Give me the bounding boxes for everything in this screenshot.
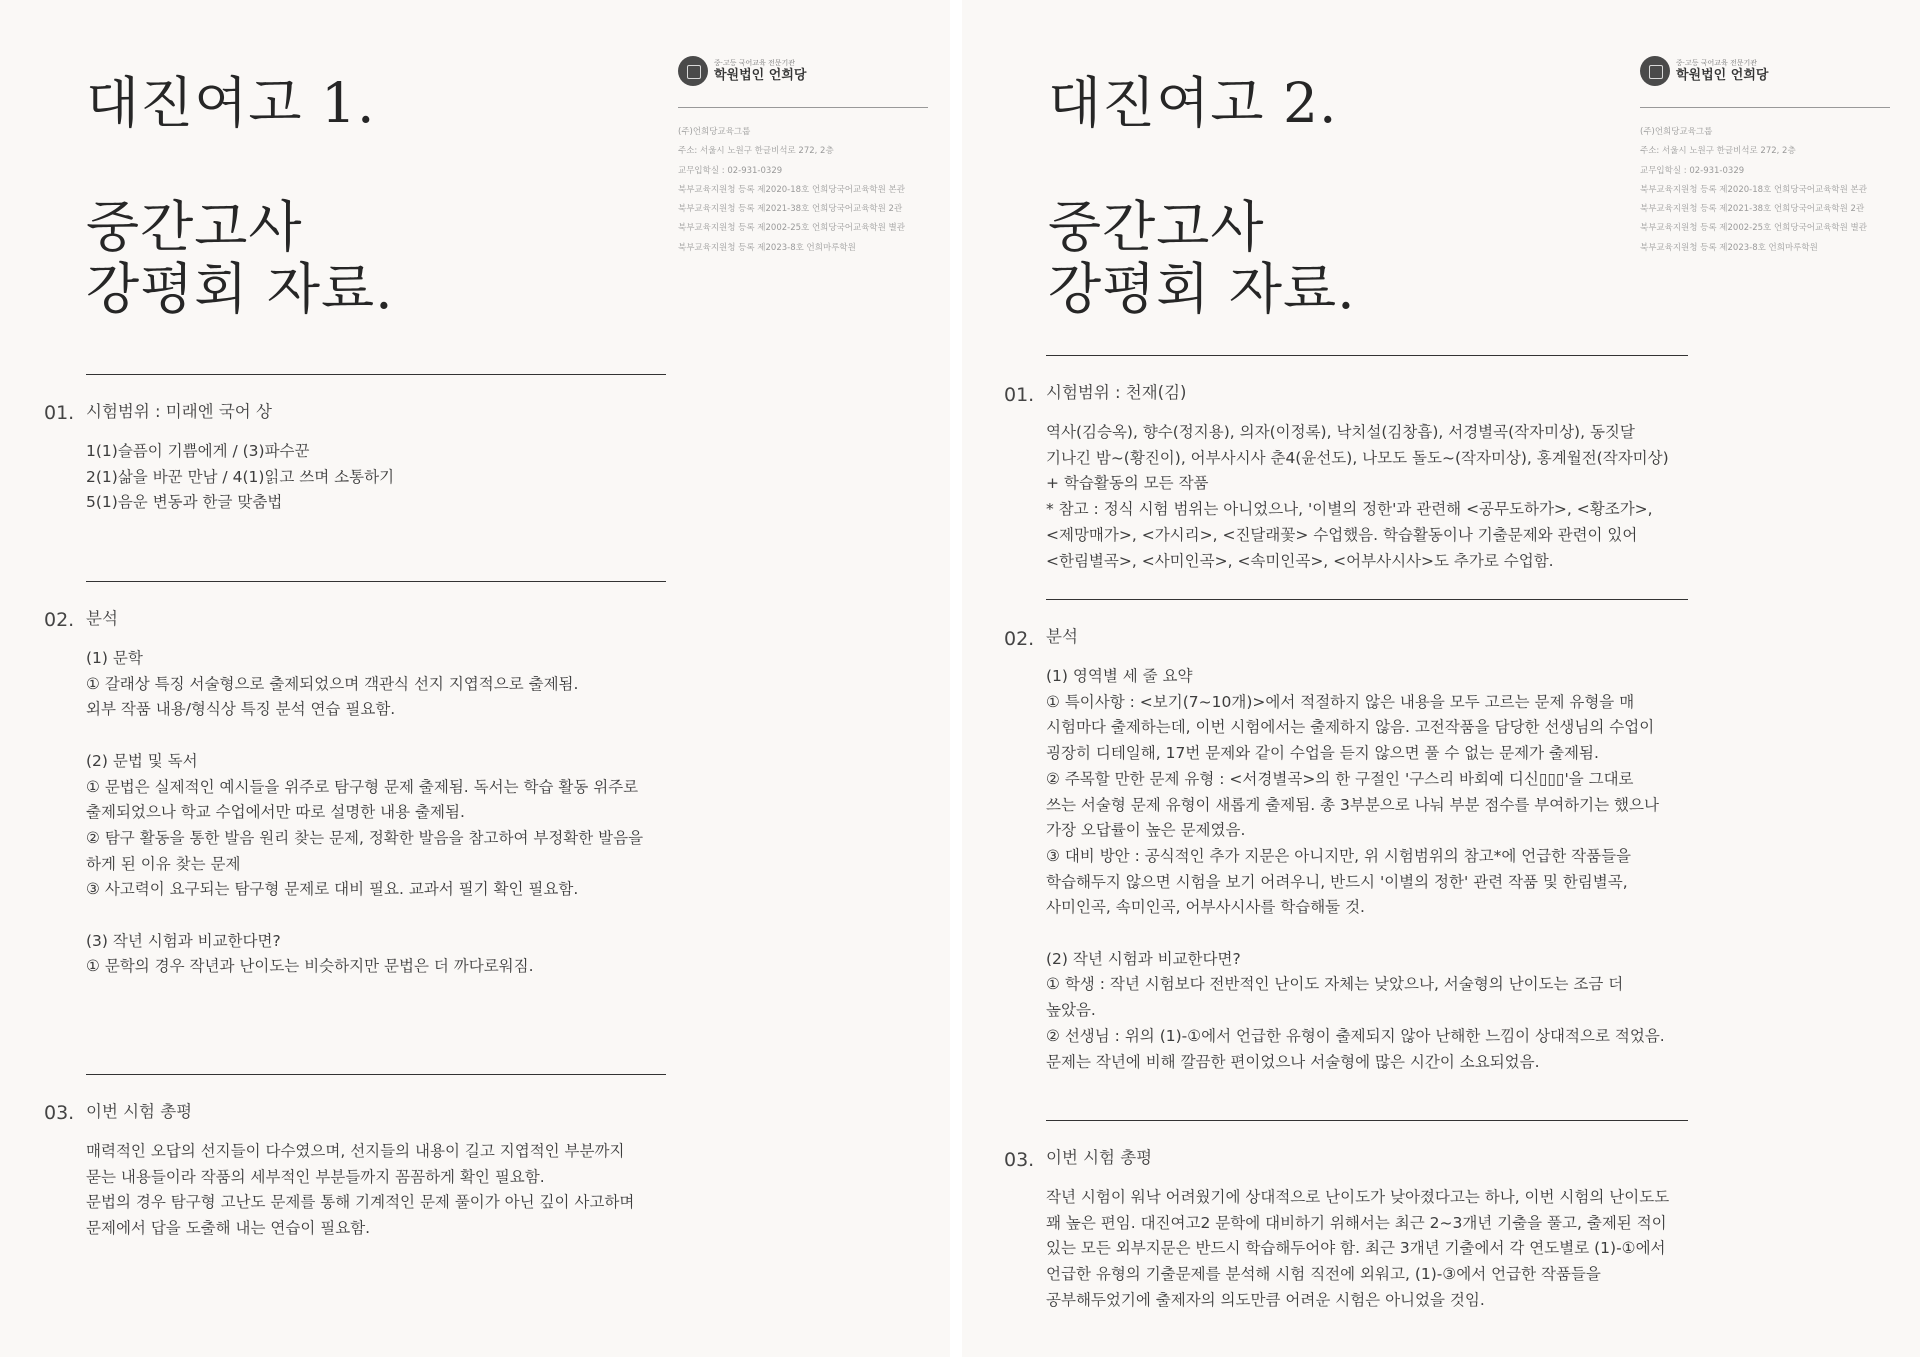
section-divider — [86, 374, 666, 375]
body-line: 역사(김승옥), 향수(정지용), 의자(이정록), 낙치설(김창흡), 서경별곡(작자미상), 동짓달 — [1046, 423, 1635, 441]
body-line: * 참고 : 정식 시험 범위는 아니었으나, '이별의 정한'과 관련해 <공무도하가>, <황조가>, — [1046, 500, 1653, 519]
section-number: 02. — [44, 609, 75, 631]
info-block — [678, 123, 905, 258]
logo — [1640, 56, 1768, 86]
section-title: 분석 — [1046, 627, 1078, 646]
body-line: 문제는 작년에 비해 깔끔한 편이었으나 서술형에 많은 시간이 소요되었음. — [1046, 1052, 1540, 1071]
section-body — [1046, 1185, 1669, 1314]
section-title: 시험범위 : 천재(김) — [1046, 383, 1187, 402]
body-line: ② 선생님 : 위의 (1)-①에서 언급한 유형이 출제되지 않아 난해한 느낌이 상대적으로 적었음. — [1046, 1026, 1665, 1045]
title-line-2 — [1048, 134, 1356, 196]
body-line: 문법의 경우 탐구형 고난도 문제를 통해 기계적인 문제 풀이가 아닌 깊이 사고하며 — [86, 1193, 635, 1212]
body-line: 2(1)삶을 바꾼 만남 / 4(1)읽고 쓰며 소통하기 — [86, 467, 395, 486]
section-number: 03. — [1004, 1149, 1035, 1171]
info-line: 주소: 서울시 노원구 한글비석로 272, 2층 — [678, 146, 834, 157]
logo-emblem-icon — [1640, 56, 1670, 86]
section-title: 이번 시험 총평 — [86, 1102, 193, 1121]
info-line: 주소: 서울시 노원구 한글비석로 272, 2층 — [1640, 146, 1796, 157]
info-line: 북부교육지원청 등록 제2002-25호 언희당국어교육학원 별관 — [1640, 223, 1867, 234]
logo — [678, 56, 806, 86]
info-line: 북부교육지원청 등록 제2002-25호 언희당국어교육학원 별관 — [678, 223, 905, 234]
info-line: 교무입학실 : 02-931-0329 — [1640, 165, 1745, 176]
info-line: 교무입학실 : 02-931-0329 — [678, 165, 783, 176]
body-line: 작년 시험이 워낙 어려웠기에 상대적으로 난이도가 낮아졌다고는 하나, 이번 시험의 난이도도 — [1046, 1188, 1670, 1206]
body-line: <제망매가>, <가시리>, <진달래꽃> 수업했음. 학습활동이나 기출문제와 관련이 있어 — [1046, 525, 1638, 544]
page-2 — [962, 0, 1920, 1357]
section-number: 03. — [44, 1102, 75, 1124]
page-title — [1048, 72, 1356, 320]
section-title: 시험범위 : 미래엔 국어 상 — [86, 402, 272, 421]
body-line: 굉장히 디테일해, 17번 문제와 같이 수업을 듣지 않으면 풀 수 없는 문제가 출제됨. — [1046, 744, 1599, 763]
page-title — [86, 72, 394, 320]
body-line: (2) 작년 시험과 비교한다면? — [1046, 949, 1241, 968]
logo-name: 학원법인 언희당 — [1676, 68, 1769, 83]
info-line: (주)언희당교육그룹 — [1640, 127, 1713, 137]
body-line: 학습해두지 않으면 시험을 보기 어려우니, 반드시 '이별의 정한' 관련 작품 및 한림별곡, — [1046, 872, 1628, 891]
body-line: 쓰는 서술형 문제 유형이 새롭게 출제됨. 총 3부분으로 나눠 부분 점수를 부여하기는 했으나 — [1046, 795, 1659, 814]
body-line — [86, 903, 643, 929]
body-line: ① 문법은 실제적인 예시들을 위주로 탐구형 문제 출제됨. 독서는 학습 활동 위주로 — [86, 777, 639, 796]
body-line: 문제에서 답을 도출해 내는 연습이 필요함. — [86, 1219, 371, 1238]
body-line: 사미인곡, 속미인곡, 어부사시사를 학습해둘 것. — [1046, 898, 1365, 917]
info-block — [1640, 123, 1867, 258]
logo-name: 학원법인 언희당 — [714, 68, 807, 83]
section-divider — [1046, 1120, 1688, 1121]
header-divider — [1640, 107, 1890, 108]
header-divider — [678, 107, 928, 108]
title-line-1: 대진여고 2. — [1048, 71, 1338, 135]
title-line-4: 강평회 자료. — [1048, 257, 1356, 321]
title-line-1: 대진여고 1. — [86, 71, 376, 135]
section-number: 01. — [1004, 384, 1035, 406]
section-number: 02. — [1004, 628, 1035, 650]
body-line: ① 학생 : 작년 시험보다 전반적인 난이도 자체는 낮았으나, 서술형의 난이도는 조금 더 — [1046, 975, 1624, 994]
body-line — [1046, 921, 1665, 947]
section-divider — [86, 1074, 666, 1075]
body-line: ① 갈래상 특징 서술형으로 출제되었으며 객관식 선지 지엽적으로 출제됨. — [86, 674, 579, 693]
title-line-2 — [86, 134, 394, 196]
section-divider — [1046, 355, 1688, 356]
section-number: 01. — [44, 402, 75, 424]
body-line: (1) 영역별 세 줄 요약 — [1046, 667, 1193, 685]
section-divider — [1046, 599, 1688, 600]
body-line: (2) 문법 및 독서 — [86, 751, 198, 770]
title-line-3: 중간고사 — [1048, 195, 1265, 259]
body-line: ③ 대비 방안 : 공식적인 추가 지문은 아니지만, 위 시험범위의 참고*에 언급한 작품들을 — [1046, 846, 1632, 865]
body-line: 외부 작품 내용/형식상 특징 분석 연습 필요함. — [86, 700, 396, 719]
title-line-3: 중간고사 — [86, 195, 303, 259]
body-line: (3) 작년 시험과 비교한다면? — [86, 931, 281, 950]
section-body — [86, 439, 394, 516]
body-line: + 학습활동의 모든 작품 — [1046, 474, 1209, 493]
body-line: ② 탐구 활동을 통한 발음 원리 찾는 문제, 정확한 발음을 참고하여 부정확한 발음을 — [86, 828, 644, 847]
section-body — [86, 1139, 634, 1242]
logo-tagline: 중·고등 국어교육 전문기관 — [1676, 59, 1758, 67]
body-line: ① 특이사항 : <보기(7~10개)>에서 적절하지 않은 내용을 모두 고르는 문제 유형을 매 — [1046, 692, 1635, 711]
body-line: 묻는 내용들이라 작품의 세부적인 부분들까지 꼼꼼하게 확인 필요함. — [86, 1167, 545, 1186]
body-line: ③ 사고력이 요구되는 탐구형 문제로 대비 필요. 교과서 필기 확인 필요함. — [86, 880, 579, 899]
section-divider — [86, 581, 666, 582]
body-line: 언급한 유형의 기출문제를 분석해 시험 직전에 외워고, (1)-③에서 언급한 작품들을 — [1046, 1265, 1601, 1284]
info-line: 북부교육지원청 등록 제2021-38호 언희당국어교육학원 2관 — [1640, 204, 1865, 215]
body-line: 시험마다 출제하는데, 이번 시험에서는 출제하지 않음. 고전작품을 담당한 선생님의 수업이 — [1046, 718, 1655, 737]
body-line: 매력적인 오답의 선지들이 다수였으며, 선지들의 내용이 길고 지엽적인 부분까지 — [86, 1142, 625, 1160]
body-line: (1) 문학 — [86, 649, 143, 667]
page-1 — [0, 0, 950, 1357]
body-line: 1(1)슬픔이 기쁨에게 / (3)파수꾼 — [86, 442, 310, 460]
body-line: <한림별곡>, <사미인곡>, <속미인곡>, <어부사시사>도 추가로 수업함. — [1046, 551, 1554, 570]
section-title: 분석 — [86, 609, 118, 628]
info-line: 북부교육지원청 등록 제2021-38호 언희당국어교육학원 2관 — [678, 204, 903, 215]
info-line: 북부교육지원청 등록 제2020-18호 언희당국어교육학원 본관 — [678, 184, 905, 195]
info-line: 북부교육지원청 등록 제2023-8호 언희마루학원 — [1640, 242, 1818, 253]
body-line: 기나긴 밤~(황진이), 어부사시사 춘4(윤선도), 나모도 돌도~(작자미상), 홍계월전(작자미상) — [1046, 448, 1669, 467]
title-line-4: 강평회 자료. — [86, 257, 394, 321]
body-line: 가장 오답률이 높은 문제였음. — [1046, 821, 1246, 840]
logo-emblem-icon — [678, 56, 708, 86]
body-line: ① 문학의 경우 작년과 난이도는 비슷하지만 문법은 더 까다로워짐. — [86, 957, 534, 976]
section-body — [1046, 664, 1665, 1075]
info-line: (주)언희당교육그룹 — [678, 127, 751, 137]
info-line: 북부교육지원청 등록 제2023-8호 언희마루학원 — [678, 242, 856, 253]
body-line: 공부해두었기에 출제자의 의도만큼 어려운 시험은 아니었을 것임. — [1046, 1290, 1485, 1309]
body-line: 하게 된 이유 찾는 문제 — [86, 854, 241, 873]
body-line — [86, 723, 643, 749]
body-line: ② 주목할 만한 문제 유형 : <서경별곡>의 한 구절인 '구스리 바회예 디신▯▯▯'을 그대로 — [1046, 769, 1634, 788]
body-line: 출제되었으나 학교 수업에서만 따로 설명한 내용 출제됨. — [86, 803, 465, 822]
body-line: 5(1)음운 변동과 한글 맞춤법 — [86, 493, 283, 512]
body-line: 꽤 높은 편임. 대진여고2 문학에 대비하기 위해서는 최근 2~3개년 기출을 풀고, 출제된 적이 — [1046, 1213, 1667, 1232]
section-body — [1046, 420, 1669, 574]
logo-tagline: 중·고등 국어교육 전문기관 — [714, 59, 796, 67]
section-title: 이번 시험 총평 — [1046, 1148, 1153, 1167]
section-body — [86, 646, 643, 980]
body-line: 높았음. — [1046, 1001, 1096, 1020]
body-line: 있는 모든 외부지문은 반드시 학습해두어야 함. 최근 3개년 기출에서 각 연도별로 (1)-①에서 — [1046, 1239, 1666, 1258]
info-line: 북부교육지원청 등록 제2020-18호 언희당국어교육학원 본관 — [1640, 184, 1867, 195]
